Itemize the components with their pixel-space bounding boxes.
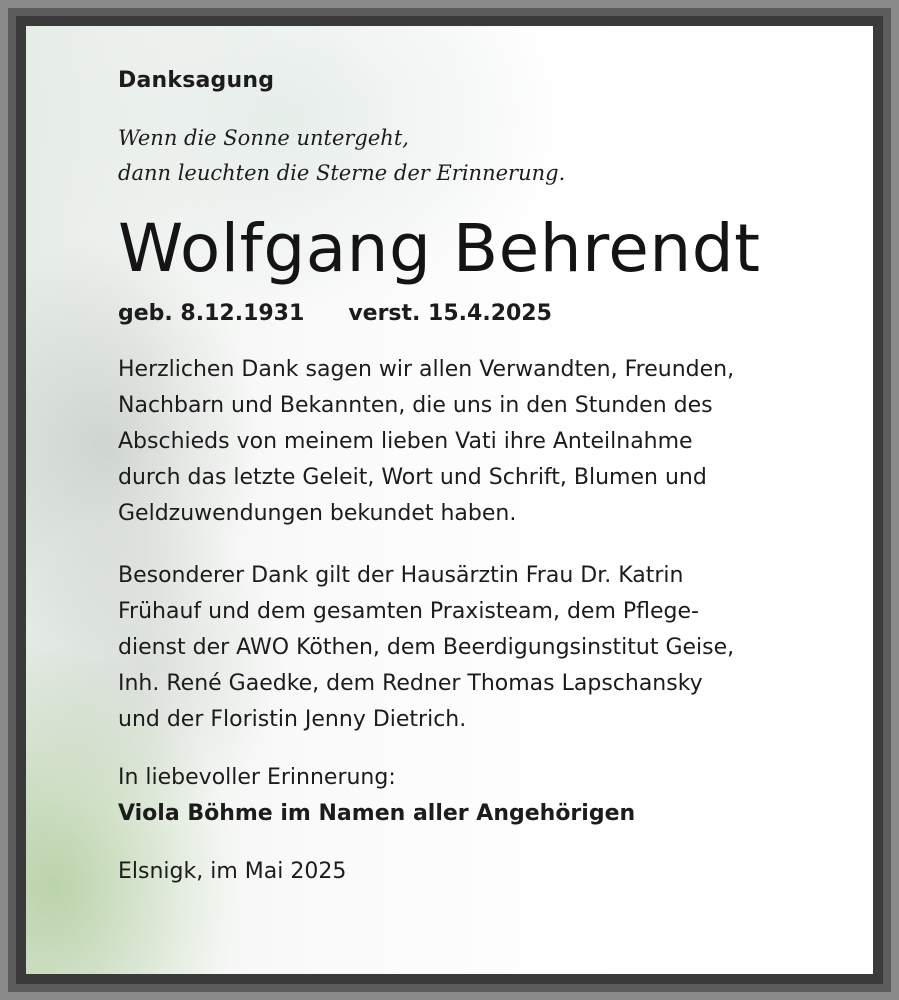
text-line: durch das letzte Geleit, Wort und Schrift, Blumen und [118, 465, 707, 490]
text-line: Geldzuwendungen bekundet haben. [118, 501, 517, 526]
notice-panel [16, 16, 883, 984]
place-date: Elsnigk, im Mai 2025 [118, 859, 347, 884]
heading: Danksagung [118, 68, 275, 93]
text-line: Herzlichen Dank sagen wir allen Verwandten, Freunden, [118, 357, 735, 382]
text-line: Frühauf und dem gesamten Praxisteam, dem Pflege- [118, 599, 699, 624]
life-dates [118, 301, 849, 326]
thanks-paragraph [118, 352, 849, 532]
signature-block [118, 760, 849, 832]
birth-date: geb. 8.12.1931 [118, 301, 305, 326]
quote-line: Wenn die Sonne untergeht, [118, 126, 409, 150]
text-line: und der Floristin Jenny Dietrich. [118, 707, 467, 732]
text-line: Besonderer Dank gilt der Hausärztin Frau Dr. Katrin [118, 563, 684, 588]
text-line: dienst der AWO Köthen, dem Beerdigungsinstitut Geise, [118, 635, 735, 660]
quote-line: dann leuchten die Sterne der Erinnerung. [118, 161, 566, 185]
special-thanks-paragraph [118, 558, 849, 738]
signatory: Viola Böhme im Namen aller Angehörigen [118, 801, 636, 826]
death-date: verst. 15.4.2025 [348, 301, 552, 326]
text-line: Nachbarn und Bekannten, die uns in den Stunden des [118, 393, 713, 418]
notice-content [118, 68, 849, 890]
text-line: Abschieds von meinem lieben Vati ihre Anteilnahme [118, 429, 693, 454]
text-line: Inh. René Gaedke, dem Redner Thomas Lapschansky [118, 671, 703, 696]
deceased-name: Wolfgang Behrendt [118, 210, 761, 287]
quote [118, 121, 849, 191]
closing-line: In liebevoller Erinnerung: [118, 765, 396, 790]
